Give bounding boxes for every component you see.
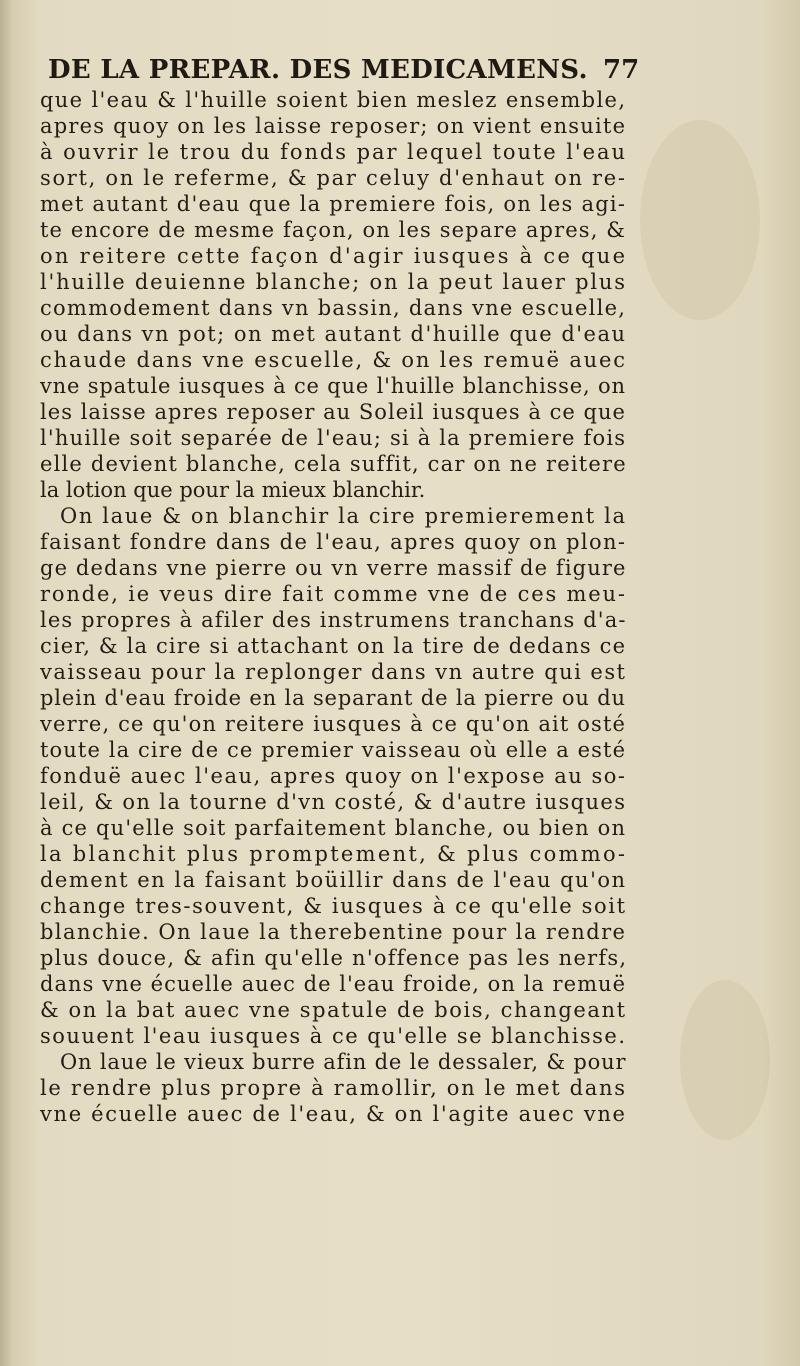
text-line: vaisseau pour la replonger dans vn autre qui est: [40, 660, 627, 684]
text-line: elle devient blanche, cela suffit, car on ne reitere: [40, 452, 627, 476]
text-line: faisant fondre dans de l'eau, apres quoy on plon-: [40, 530, 627, 554]
text-line: l'huille soit separée de l'eau; si à la premiere fois: [40, 426, 627, 450]
paper-stain: [640, 120, 760, 320]
text-line: le rendre plus propre à ramollir, on le met dans: [40, 1076, 627, 1100]
text-line: blanchie. On laue la therebentine pour la rendre: [40, 920, 627, 944]
text-line: ou dans vn pot; on met autant d'huille que d'eau: [40, 322, 627, 346]
text-line: leil, & on la tourne d'vn costé, & d'autre iusques: [40, 790, 627, 814]
text-line: vne écuelle auec de l'eau, & on l'agite auec vne: [40, 1102, 627, 1126]
text-line: les propres à afiler des instrumens tranchans d'a-: [40, 608, 627, 632]
text-line: met autant d'eau que la premiere fois, on les agi-: [40, 192, 627, 216]
text-line: à ce qu'elle soit parfaitement blanche, ou bien on: [40, 816, 627, 840]
text-line: te encore de mesme façon, on les separe apres, &: [40, 218, 627, 242]
text-line: change tres-souvent, & iusques à ce qu'elle soit: [40, 894, 627, 918]
text-line: l'huille deuienne blanche; on la peut lauer plus: [40, 270, 627, 294]
text-line: souuent l'eau iusques à ce qu'elle se blanchisse.: [40, 1024, 627, 1048]
text-line: à ouvrir le trou du fonds par lequel toute l'eau: [40, 140, 627, 164]
text-line: dans vne écuelle auec de l'eau froide, on la remuë: [40, 972, 627, 996]
text-line: ronde, ie veus dire fait comme vne de ces meu-: [40, 582, 627, 606]
paper-stain: [680, 980, 770, 1140]
text-line: & on la bat auec vne spatule de bois, changeant: [40, 998, 627, 1022]
text-line: verre, ce qu'on reitere iusques à ce qu'on ait osté: [40, 712, 627, 736]
text-line: plein d'eau froide en la separant de la pierre ou du: [40, 686, 626, 710]
text-line: cier, & la cire si attachant on la tire de dedans ce: [40, 634, 627, 658]
text-line: toute la cire de ce premier vaisseau où elle a esté: [40, 738, 627, 762]
text-line: plus douce, & afin qu'elle n'offence pas les nerfs,: [40, 946, 628, 970]
text-line: fonduë auec l'eau, apres quoy on l'expose au so-: [40, 764, 627, 788]
text-line: apres quoy on les laisse reposer; on vient ensuite: [40, 114, 627, 138]
text-line: ge dedans vne pierre ou vn verre massif de figure: [40, 556, 627, 580]
text-line: dement en la faisant boüillir dans de l'eau qu'on: [40, 868, 627, 892]
text-line: les laisse apres reposer au Soleil iusques à ce que: [40, 400, 627, 424]
text-line: on reitere cette façon d'agir iusques à ce que: [40, 244, 628, 268]
paragraph-start-line: On laue & on blanchir la cire premierement la: [60, 504, 627, 528]
text-line: la blanchit plus promptement, & plus commo-: [40, 842, 628, 866]
text-line: que l'eau & l'huille soient bien meslez ensemble,: [40, 88, 627, 112]
text-line: sort, on le referme, & par celuy d'enhaut on re-: [40, 166, 627, 190]
running-head: DE LA PREPAR. DES MEDICAMENS.: [48, 55, 588, 85]
page-number: 77: [603, 55, 640, 85]
text-line: vne spatule iusques à ce que l'huille blanchisse, on: [40, 374, 626, 398]
text-line: la lotion que pour la mieux blanchir.: [40, 478, 426, 502]
text-line: chaude dans vne escuelle, & on les remuë auec: [40, 348, 627, 372]
paragraph-start-line: On laue le vieux burre afin de le dessaler, & pour: [60, 1050, 627, 1074]
text-line: commodement dans vn bassin, dans vne escuelle,: [40, 296, 627, 320]
